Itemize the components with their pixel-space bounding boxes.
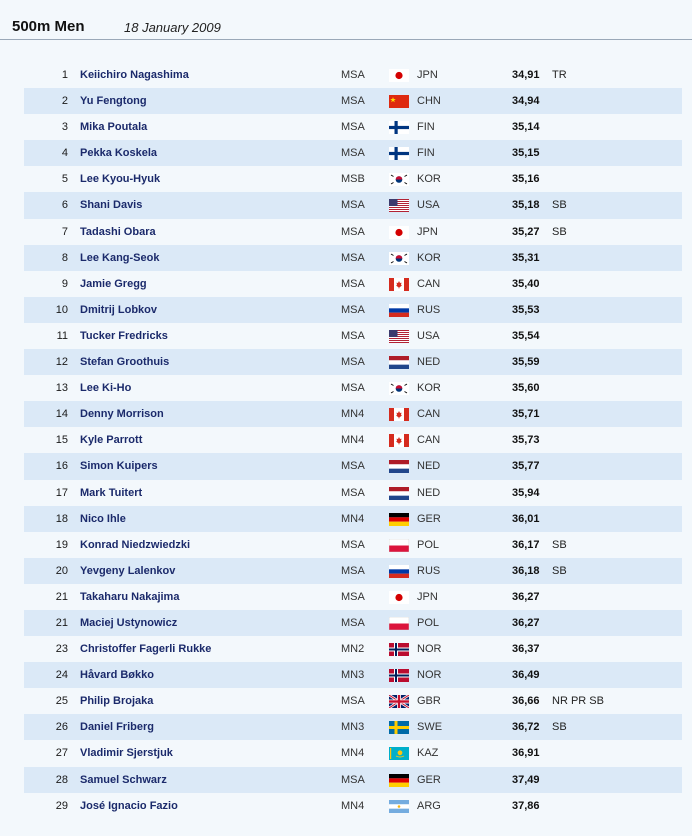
time-cell: 35,60 bbox=[512, 382, 540, 395]
rank-cell: 26 bbox=[55, 721, 68, 734]
nation-cell: KOR bbox=[417, 173, 441, 186]
rank-cell: 12 bbox=[55, 356, 68, 369]
record-note-cell: NR PR SB bbox=[552, 695, 604, 708]
table-row bbox=[24, 558, 682, 584]
korea-flag-icon bbox=[389, 252, 409, 265]
russia-flag-icon bbox=[389, 304, 409, 317]
germany-flag-icon bbox=[389, 513, 409, 526]
poland-flag-icon bbox=[389, 617, 409, 630]
category-cell: MSA bbox=[341, 199, 365, 212]
category-cell: MSA bbox=[341, 95, 365, 108]
japan-flag-icon bbox=[389, 591, 409, 604]
finland-flag-icon bbox=[389, 147, 409, 160]
rank-cell: 11 bbox=[56, 329, 68, 342]
rank-cell: 19 bbox=[55, 538, 68, 551]
time-cell: 35,14 bbox=[512, 121, 540, 134]
skater-name-cell: Simon Kuipers bbox=[80, 460, 158, 473]
skater-name-cell: Denny Morrison bbox=[80, 408, 164, 421]
skater-name-cell: Konrad Niedzwiedzki bbox=[80, 538, 191, 551]
rank-cell: 10 bbox=[55, 303, 68, 316]
russia-flag-icon bbox=[389, 565, 409, 578]
nation-cell: NED bbox=[417, 356, 441, 369]
category-cell: MN4 bbox=[341, 799, 365, 812]
skater-name-cell: Pekka Koskela bbox=[80, 147, 158, 160]
time-cell: 35,54 bbox=[512, 329, 540, 342]
uk-flag-icon bbox=[389, 695, 409, 708]
time-cell: 35,18 bbox=[512, 199, 540, 212]
skater-name-cell: Tucker Fredricks bbox=[80, 329, 168, 342]
korea-flag-icon bbox=[389, 382, 409, 395]
rank-cell: 15 bbox=[55, 434, 68, 447]
skater-name-cell: Philip Brojaka bbox=[80, 695, 154, 708]
nation-cell: GER bbox=[417, 512, 441, 525]
nation-cell: USA bbox=[417, 329, 440, 342]
nation-cell: NED bbox=[417, 460, 441, 473]
skater-name-cell: Håvard Bøkko bbox=[80, 669, 154, 682]
nation-cell: POL bbox=[417, 538, 440, 551]
rank-cell: 5 bbox=[61, 173, 68, 186]
nation-cell: KOR bbox=[417, 251, 441, 264]
table-row bbox=[24, 506, 682, 532]
rank-cell: 20 bbox=[55, 564, 68, 577]
rank-cell: 16 bbox=[55, 460, 68, 473]
rank-cell: 13 bbox=[55, 382, 68, 395]
table-row bbox=[24, 767, 682, 793]
nation-cell: NOR bbox=[417, 669, 442, 682]
skater-name-cell: Christoffer Fagerli Rukke bbox=[80, 643, 212, 656]
category-cell: MN3 bbox=[341, 721, 365, 734]
category-cell: MN4 bbox=[341, 747, 365, 760]
nation-cell: FIN bbox=[417, 147, 435, 160]
page-header bbox=[0, 0, 692, 40]
usa-flag-icon bbox=[389, 330, 409, 343]
category-cell: MSA bbox=[341, 225, 365, 238]
category-cell: MSA bbox=[341, 538, 365, 551]
nation-cell: POL bbox=[417, 616, 440, 629]
nation-cell: GER bbox=[417, 773, 441, 786]
time-cell: 37,49 bbox=[512, 773, 540, 786]
rank-cell: 23 bbox=[55, 643, 68, 656]
rank-cell: 28 bbox=[55, 773, 68, 786]
category-cell: MSA bbox=[341, 121, 365, 134]
nation-cell: RUS bbox=[417, 564, 441, 577]
time-cell: 36,01 bbox=[512, 512, 540, 525]
rank-cell: 29 bbox=[55, 799, 68, 812]
nation-cell: ARG bbox=[417, 799, 441, 812]
rank-cell: 8 bbox=[61, 251, 68, 264]
table-row bbox=[24, 271, 682, 297]
time-cell: 34,94 bbox=[512, 95, 540, 108]
time-cell: 35,15 bbox=[512, 147, 540, 160]
rank-cell: 17 bbox=[55, 486, 68, 499]
canada-flag-icon bbox=[389, 278, 409, 291]
japan-flag-icon bbox=[389, 226, 409, 239]
category-cell: MSA bbox=[341, 382, 365, 395]
table-row bbox=[24, 740, 682, 766]
category-cell: MSA bbox=[341, 356, 365, 369]
table-row bbox=[24, 793, 682, 819]
rank-cell: 3 bbox=[61, 121, 68, 134]
category-cell: MSA bbox=[341, 590, 365, 603]
record-note-cell: SB bbox=[552, 564, 567, 577]
nation-cell: JPN bbox=[417, 590, 438, 603]
rank-cell: 7 bbox=[61, 225, 68, 238]
nation-cell: CHN bbox=[417, 95, 441, 108]
record-note-cell: SB bbox=[552, 538, 567, 551]
nation-cell: RUS bbox=[417, 303, 441, 316]
time-cell: 36,49 bbox=[512, 669, 540, 682]
table-row bbox=[24, 88, 682, 114]
category-cell: MSA bbox=[341, 695, 365, 708]
rank-cell: 14 bbox=[55, 408, 68, 421]
nation-cell: CAN bbox=[417, 408, 441, 421]
time-cell: 36,37 bbox=[512, 643, 540, 656]
nation-cell: CAN bbox=[417, 277, 441, 290]
table-row bbox=[24, 297, 682, 323]
category-cell: MSA bbox=[341, 147, 365, 160]
skater-name-cell: Stefan Groothuis bbox=[80, 356, 170, 369]
rank-cell: 18 bbox=[55, 512, 68, 525]
category-cell: MN3 bbox=[341, 669, 365, 682]
time-cell: 35,27 bbox=[512, 225, 540, 238]
time-cell: 36,17 bbox=[512, 538, 540, 551]
category-cell: MSA bbox=[341, 251, 365, 264]
time-cell: 35,40 bbox=[512, 277, 540, 290]
germany-flag-icon bbox=[389, 774, 409, 787]
skater-name-cell: Mika Poutala bbox=[80, 121, 148, 134]
rank-cell: 25 bbox=[55, 695, 68, 708]
table-row bbox=[24, 427, 682, 453]
category-cell: MN2 bbox=[341, 643, 365, 656]
time-cell: 35,71 bbox=[512, 408, 540, 421]
netherlands-flag-icon bbox=[389, 460, 409, 473]
finland-flag-icon bbox=[389, 121, 409, 134]
skater-name-cell: Keiichiro Nagashima bbox=[80, 69, 189, 81]
skater-name-cell: Lee Kang-Seok bbox=[80, 251, 160, 264]
skater-name-cell: Dmitrij Lobkov bbox=[80, 303, 158, 316]
nation-cell: NOR bbox=[417, 643, 442, 656]
nation-cell: USA bbox=[417, 199, 440, 212]
skater-name-cell: Samuel Schwarz bbox=[80, 773, 167, 786]
skater-name-cell: Nico Ihle bbox=[80, 512, 126, 525]
table-row bbox=[24, 714, 682, 740]
table-row bbox=[24, 245, 682, 271]
netherlands-flag-icon bbox=[389, 487, 409, 500]
skater-name-cell: Lee Ki-Ho bbox=[80, 382, 132, 395]
rank-cell: 27 bbox=[55, 747, 68, 760]
table-row bbox=[24, 349, 682, 375]
canada-flag-icon bbox=[389, 434, 409, 447]
korea-flag-icon bbox=[389, 173, 409, 186]
japan-flag-icon bbox=[389, 69, 409, 82]
china-flag-icon bbox=[389, 95, 409, 108]
skater-name-cell: Takaharu Nakajima bbox=[80, 590, 180, 603]
skater-name-cell: José Ignacio Fazio bbox=[80, 799, 178, 812]
skater-name-cell: Jamie Gregg bbox=[80, 277, 147, 290]
table-row bbox=[24, 636, 682, 662]
table-row bbox=[24, 114, 682, 140]
time-cell: 36,72 bbox=[512, 721, 540, 734]
category-cell: MSA bbox=[341, 329, 365, 342]
skater-name-cell: Shani Davis bbox=[80, 199, 143, 212]
time-cell: 35,94 bbox=[512, 486, 540, 499]
skater-name-cell: Lee Kyou-Hyuk bbox=[80, 173, 161, 186]
skater-name-cell: Yevgeny Lalenkov bbox=[80, 564, 176, 577]
time-cell: 36,91 bbox=[512, 747, 540, 760]
rank-cell: 4 bbox=[61, 147, 68, 160]
table-row bbox=[24, 532, 682, 558]
table-row bbox=[24, 453, 682, 479]
time-cell: 36,27 bbox=[512, 590, 540, 603]
table-row bbox=[24, 662, 682, 688]
time-cell: 36,27 bbox=[512, 616, 540, 629]
table-row bbox=[24, 375, 682, 401]
nation-cell: JPN bbox=[417, 69, 438, 81]
rank-cell: 21 bbox=[55, 590, 68, 603]
category-cell: MSA bbox=[341, 486, 365, 499]
table-row bbox=[24, 192, 682, 218]
skater-name-cell: Tadashi Obara bbox=[80, 225, 156, 238]
category-cell: MN4 bbox=[341, 434, 365, 447]
table-row bbox=[24, 480, 682, 506]
category-cell: MSA bbox=[341, 616, 365, 629]
usa-flag-icon bbox=[389, 199, 409, 212]
nation-cell: NED bbox=[417, 486, 441, 499]
sweden-flag-icon bbox=[389, 721, 409, 734]
argentina-flag-icon bbox=[389, 800, 409, 813]
rank-cell: 6 bbox=[61, 199, 68, 212]
time-cell: 37,86 bbox=[512, 799, 540, 812]
norway-flag-icon bbox=[389, 669, 409, 682]
nation-cell: CAN bbox=[417, 434, 441, 447]
poland-flag-icon bbox=[389, 539, 409, 552]
record-note-cell: TR bbox=[552, 69, 567, 81]
canada-flag-icon bbox=[389, 408, 409, 421]
netherlands-flag-icon bbox=[389, 356, 409, 369]
skater-name-cell: Daniel Friberg bbox=[80, 721, 154, 734]
nation-cell: KAZ bbox=[417, 747, 439, 760]
record-note-cell: SB bbox=[552, 721, 567, 734]
time-cell: 36,66 bbox=[512, 695, 540, 708]
time-cell: 35,31 bbox=[512, 251, 540, 264]
category-cell: MSA bbox=[341, 303, 365, 316]
time-cell: 35,73 bbox=[512, 434, 540, 447]
rank-cell: 1 bbox=[61, 69, 68, 81]
nation-cell: KOR bbox=[417, 382, 441, 395]
time-cell: 35,77 bbox=[512, 460, 540, 473]
skater-name-cell: Kyle Parrott bbox=[80, 434, 143, 447]
table-row bbox=[24, 323, 682, 349]
category-cell: MN4 bbox=[341, 408, 365, 421]
table-row bbox=[24, 219, 682, 245]
category-cell: MSA bbox=[341, 69, 365, 81]
table-row bbox=[24, 584, 682, 610]
rank-cell: 9 bbox=[61, 277, 68, 290]
time-cell: 35,59 bbox=[512, 356, 540, 369]
nation-cell: FIN bbox=[417, 121, 435, 134]
category-cell: MSA bbox=[341, 460, 365, 473]
table-row bbox=[24, 140, 682, 166]
time-cell: 36,18 bbox=[512, 564, 540, 577]
rank-cell: 24 bbox=[55, 669, 68, 682]
time-cell: 35,16 bbox=[512, 173, 540, 186]
time-cell: 35,53 bbox=[512, 303, 540, 316]
record-note-cell: SB bbox=[552, 225, 567, 238]
rank-cell: 21 bbox=[55, 616, 68, 629]
table-row bbox=[24, 62, 682, 88]
table-row bbox=[24, 688, 682, 714]
norway-flag-icon bbox=[389, 643, 409, 656]
skater-name-cell: Yu Fengtong bbox=[80, 95, 147, 108]
nation-cell: SWE bbox=[417, 721, 443, 734]
category-cell: MSA bbox=[341, 773, 365, 786]
time-cell: 34,91 bbox=[512, 69, 540, 81]
rank-cell: 2 bbox=[61, 95, 68, 108]
skater-name-cell: Maciej Ustynowicz bbox=[80, 616, 178, 629]
nation-cell: JPN bbox=[417, 225, 438, 238]
record-note-cell: SB bbox=[552, 199, 567, 212]
results-table bbox=[24, 62, 682, 819]
page-title: 500m Men bbox=[12, 18, 85, 35]
table-row bbox=[24, 166, 682, 192]
category-cell: MSA bbox=[341, 564, 365, 577]
category-cell: MN4 bbox=[341, 512, 365, 525]
table-row bbox=[24, 610, 682, 636]
category-cell: MSB bbox=[341, 173, 365, 186]
event-date: 18 January 2009 bbox=[124, 20, 221, 35]
nation-cell: GBR bbox=[417, 695, 441, 708]
skater-name-cell: Vladimir Sjerstjuk bbox=[80, 747, 173, 760]
table-row bbox=[24, 401, 682, 427]
category-cell: MSA bbox=[341, 277, 365, 290]
kazakhstan-flag-icon bbox=[389, 747, 409, 760]
skater-name-cell: Mark Tuitert bbox=[80, 486, 143, 499]
